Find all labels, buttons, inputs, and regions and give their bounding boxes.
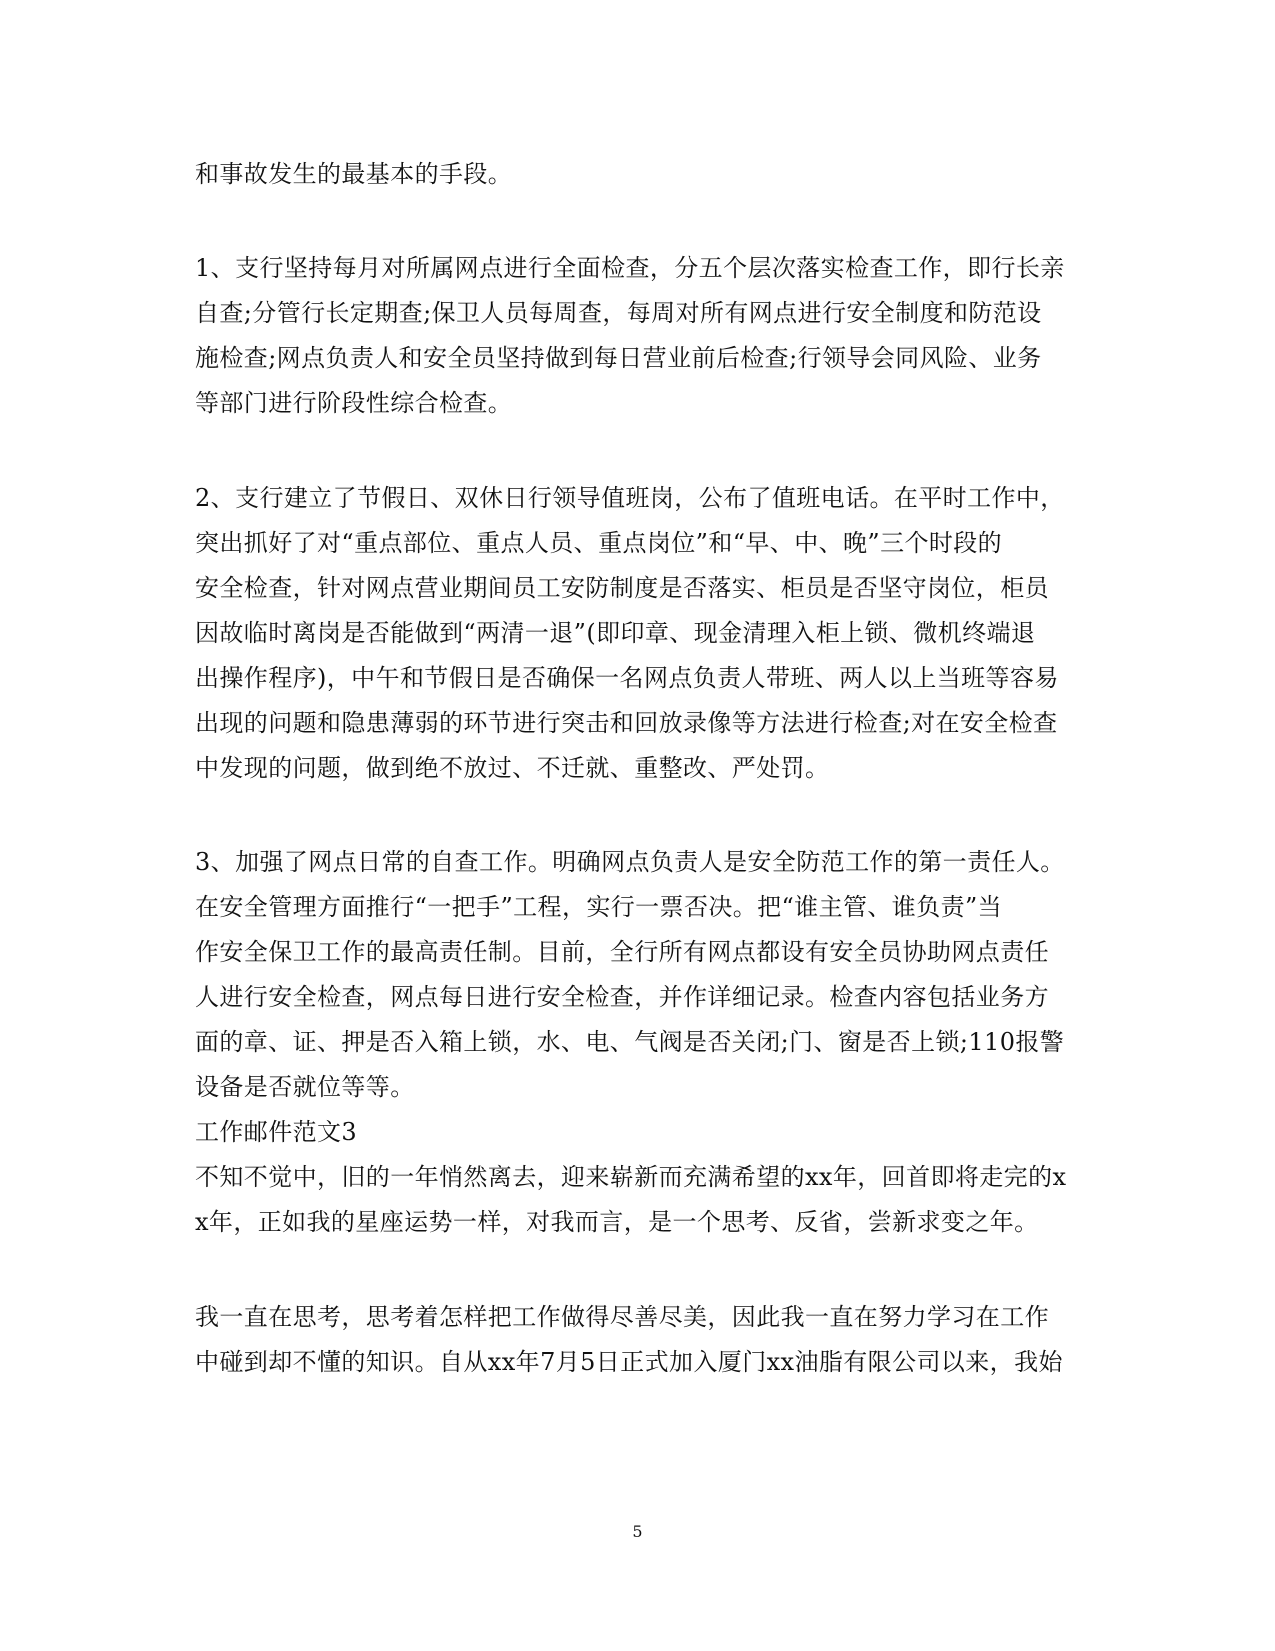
paragraph-line: 安全检查，针对网点营业期间员工安防制度是否落实、柜员是否坚守岗位，柜员: [195, 574, 1049, 602]
paragraph-line: 人进行安全检查，网点每日进行安全检查，并作详细记录。检查内容包括业务方: [195, 983, 1049, 1011]
paragraph-line: 中发现的问题，做到绝不放过、不迁就、重整改、严处罚。: [195, 754, 830, 782]
paragraph-line: 自查;分管行长定期查;保卫人员每周查，每周对所有网点进行安全制度和防范设: [195, 299, 1042, 327]
paragraph-line: 作安全保卫工作的最高责任制。目前，全行所有网点都设有安全员协助网点责任: [195, 938, 1049, 966]
paragraph-line: 施检查;网点负责人和安全员坚持做到每日营业前后检查;行领导会同风险、业务: [195, 344, 1042, 372]
paragraph-line: 面的章、证、押是否入箱上锁，水、电、气阀是否关闭;门、窗是否上锁;110报警: [195, 1028, 1065, 1056]
paragraph-line: 3、加强了网点日常的自查工作。明确网点负责人是安全防范工作的第一责任人。: [195, 848, 1065, 876]
paragraph-line: 2、支行建立了节假日、双休日行领导值班岗，公布了值班电话。在平时工作中，: [195, 484, 1065, 512]
paragraph-line: 不知不觉中，旧的一年悄然离去，迎来崭新而充满希望的xx年，回首即将走完的x: [195, 1163, 1067, 1191]
section-heading: 工作邮件范文3: [195, 1118, 358, 1146]
paragraph-line: 等部门进行阶段性综合检查。: [195, 389, 513, 417]
paragraph-line: x年，正如我的星座运势一样，对我而言，是一个思考、反省，尝新求变之年。: [195, 1208, 1039, 1236]
paragraph-line: 在安全管理方面推行“一把手”工程，实行一票否决。把“谁主管、谁负责”当: [195, 893, 1003, 921]
paragraph-line: 突出抓好了对“重点部位、重点人员、重点岗位”和“早、中、晚”三个时段的: [195, 529, 1003, 557]
paragraph-line: 出现的问题和隐患薄弱的环节进行突击和回放录像等方法进行检查;对在安全检查: [195, 709, 1058, 737]
paragraph-line: 1、支行坚持每月对所属网点进行全面检查，分五个层次落实检查工作，即行长亲: [195, 254, 1065, 282]
paragraph-line: 中碰到却不懂的知识。自从xx年7月5日正式加入厦门xx油脂有限公司以来，我始: [195, 1348, 1063, 1376]
paragraph-line: 出操作程序)，中午和节假日是否确保一名网点负责人带班、两人以上当班等容易: [195, 664, 1059, 692]
page-number: 5: [632, 1522, 643, 1541]
paragraph-line: 设备是否就位等等。: [195, 1073, 415, 1101]
paragraph-line: 我一直在思考，思考着怎样把工作做得尽善尽美，因此我一直在努力学习在工作: [195, 1303, 1049, 1331]
paragraph-line: 因故临时离岗是否能做到“两清一退”(即印章、现金清理入柜上锁、微机终端退: [195, 619, 1036, 647]
paragraph-line: 和事故发生的最基本的手段。: [195, 160, 513, 188]
